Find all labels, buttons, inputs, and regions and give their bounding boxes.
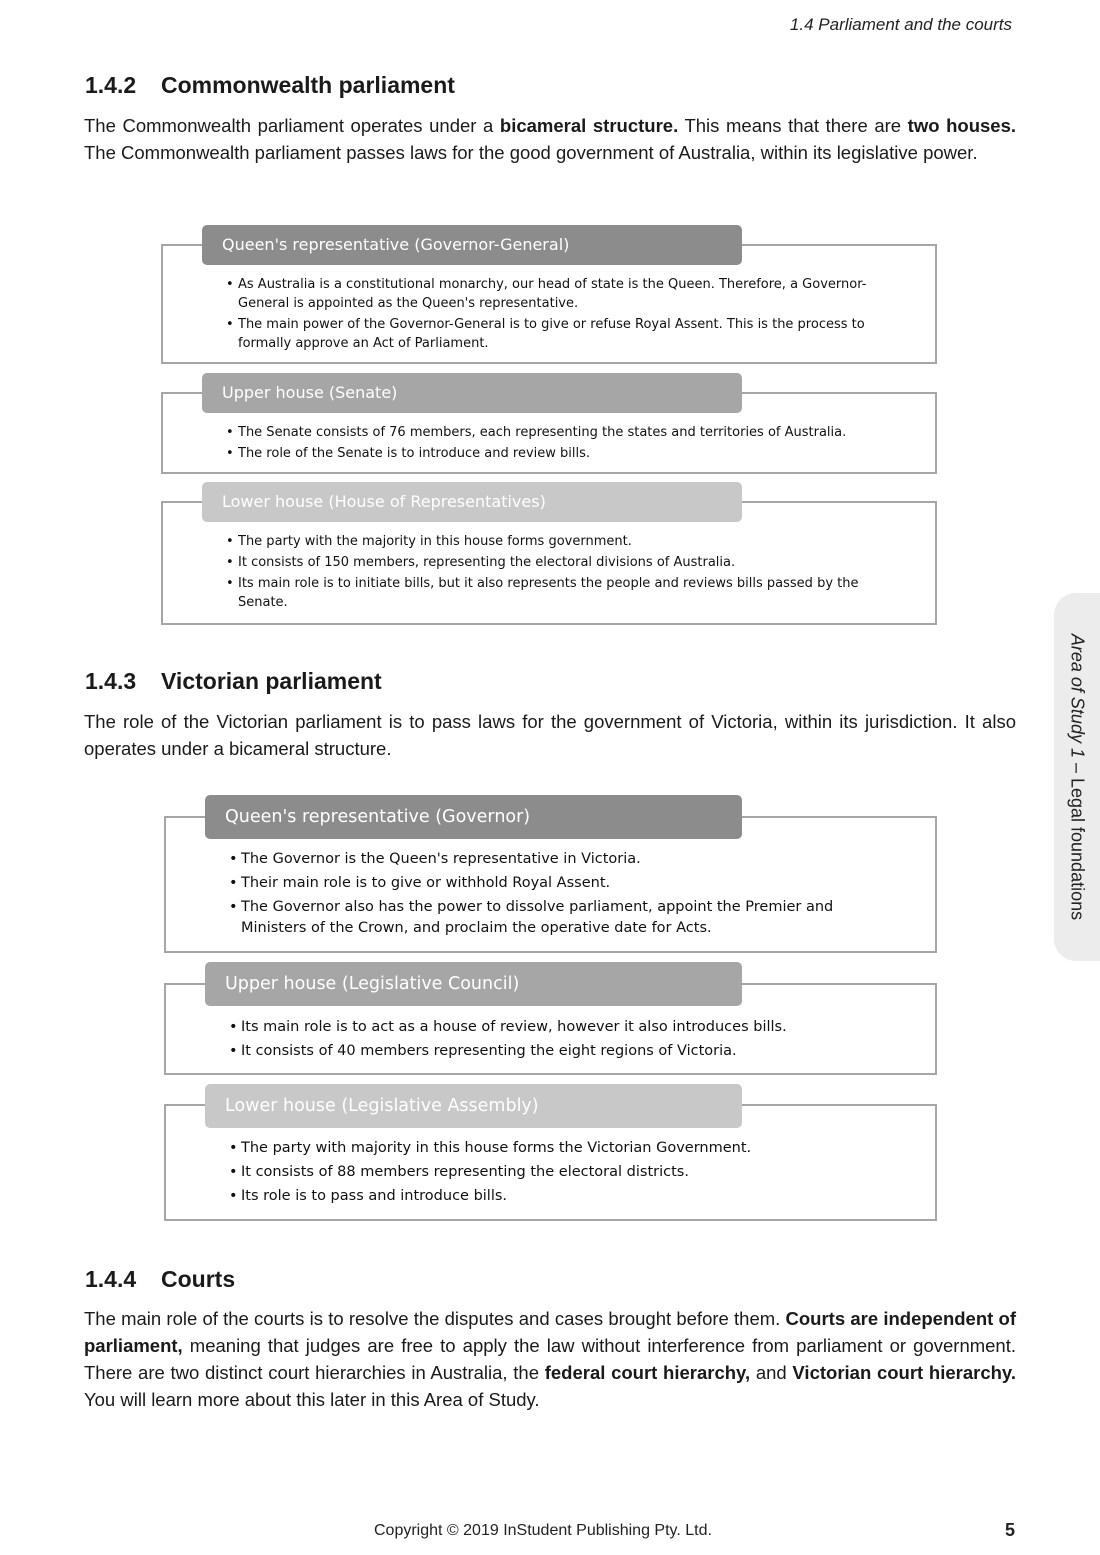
section-heading-commonwealth: [85, 72, 455, 99]
box-title: Lower house (House of Representatives): [202, 482, 742, 522]
list-item: • Its main role is to initiate bills, but it also represents the people and reviews bills passed by the Senate.: [229, 574, 889, 612]
section-title: Commonwealth parliament: [161, 72, 455, 98]
list-item: • It consists of 150 members, representing the electoral divisions of Australia.: [229, 553, 889, 572]
list-item: • Its role is to pass and introduce bills.: [232, 1186, 912, 1207]
bold-run: two houses.: [907, 115, 1017, 136]
box-title: Queen's representative (Governor-General): [202, 225, 742, 265]
victorian-paragraph: The role of the Victorian parliament is to pass laws for the government of Victoria, within its jurisdiction. It also operates under a bicameral structure.: [84, 711, 1016, 759]
box-title: Queen's representative (Governor): [205, 795, 742, 839]
list-item: • It consists of 40 members representing the eight regions of Victoria.: [232, 1041, 912, 1062]
commonwealth-paragraph: [84, 112, 1016, 166]
side-tab-label: [1067, 634, 1088, 920]
list-item: • The role of the Senate is to introduce and review bills.: [229, 444, 909, 463]
page-number: 5: [1005, 1520, 1016, 1540]
section-heading-victorian: [85, 668, 382, 695]
bullet-list: [232, 849, 892, 942]
section-number: 1.4.4: [85, 1266, 137, 1292]
bold-run: Courts are independent of parliament,: [84, 1308, 1016, 1356]
list-item: • The party with majority in this house forms the Victorian Government.: [232, 1138, 912, 1159]
side-chapter-tab: [1054, 593, 1100, 961]
bold-run: Victorian court hierarchy.: [792, 1362, 1016, 1383]
text-run: The Commonwealth parliament passes laws for the good government of Australia, within its legislative power.: [84, 142, 978, 163]
bullet-list: [232, 1017, 912, 1065]
side-tab-rest: – Legal foundations: [1067, 757, 1088, 921]
list-item: • The party with the majority in this house forms government.: [229, 532, 889, 551]
list-item: • As Australia is a constitutional monarchy, our head of state is the Queen. Therefore, a Governor-General is appointed as the Queen's representative.: [229, 275, 889, 313]
bullet-list: [232, 1138, 912, 1210]
text-run: meaning that judges are free to apply the law without interference from parliament or government. There are two distinct court hierarchies in Australia, the: [84, 1335, 1016, 1383]
list-item: • The main power of the Governor-General is to give or refuse Royal Assent. This is the process to formally approve an Act of Parliament.: [229, 315, 889, 353]
list-item: • The Governor is the Queen's representative in Victoria.: [232, 849, 892, 870]
section-title: Victorian parliament: [161, 668, 382, 694]
running-header: 1.4 Parliament and the courts: [789, 15, 1012, 34]
section-heading-courts: [85, 1266, 235, 1293]
box-title: Upper house (Senate): [202, 373, 742, 413]
bold-run: federal court hierarchy,: [544, 1362, 751, 1383]
box-title: Upper house (Legislative Council): [205, 962, 742, 1006]
footer-copyright: Copyright © 2019 InStudent Publishing Pty. Ltd.: [374, 1522, 712, 1539]
list-item: • Its main role is to act as a house of review, however it also introduces bills.: [232, 1017, 912, 1038]
section-number: 1.4.2: [85, 72, 137, 98]
list-item: • Their main role is to give or withhold Royal Assent.: [232, 873, 892, 894]
text-run: The main role of the courts is to resolve the disputes and cases brought before them.: [84, 1308, 786, 1329]
bullet-list: [229, 275, 889, 355]
box-title: Lower house (Legislative Assembly): [205, 1084, 742, 1128]
text-run: This means that there are: [678, 115, 908, 136]
list-item: • The Senate consists of 76 members, each representing the states and territories of Australia.: [229, 423, 909, 442]
section-title: Courts: [161, 1266, 236, 1292]
list-item: • The Governor also has the power to dissolve parliament, appoint the Premier and Ministers of the Crown, and proclaim the operative date for Acts.: [232, 897, 892, 939]
bold-run: bicameral structure.: [499, 115, 679, 136]
side-tab-italic: Area of Study 1: [1067, 633, 1088, 758]
text-run: The Commonwealth parliament operates under a: [84, 115, 500, 136]
section-number: 1.4.3: [85, 668, 137, 694]
bullet-list: [229, 532, 889, 614]
text-run: You will learn more about this later in this Area of Study.: [84, 1389, 540, 1410]
text-run: and: [750, 1362, 793, 1383]
list-item: • It consists of 88 members representing the electoral districts.: [232, 1162, 912, 1183]
bullet-list: [229, 423, 909, 465]
courts-paragraph: [84, 1305, 1016, 1413]
